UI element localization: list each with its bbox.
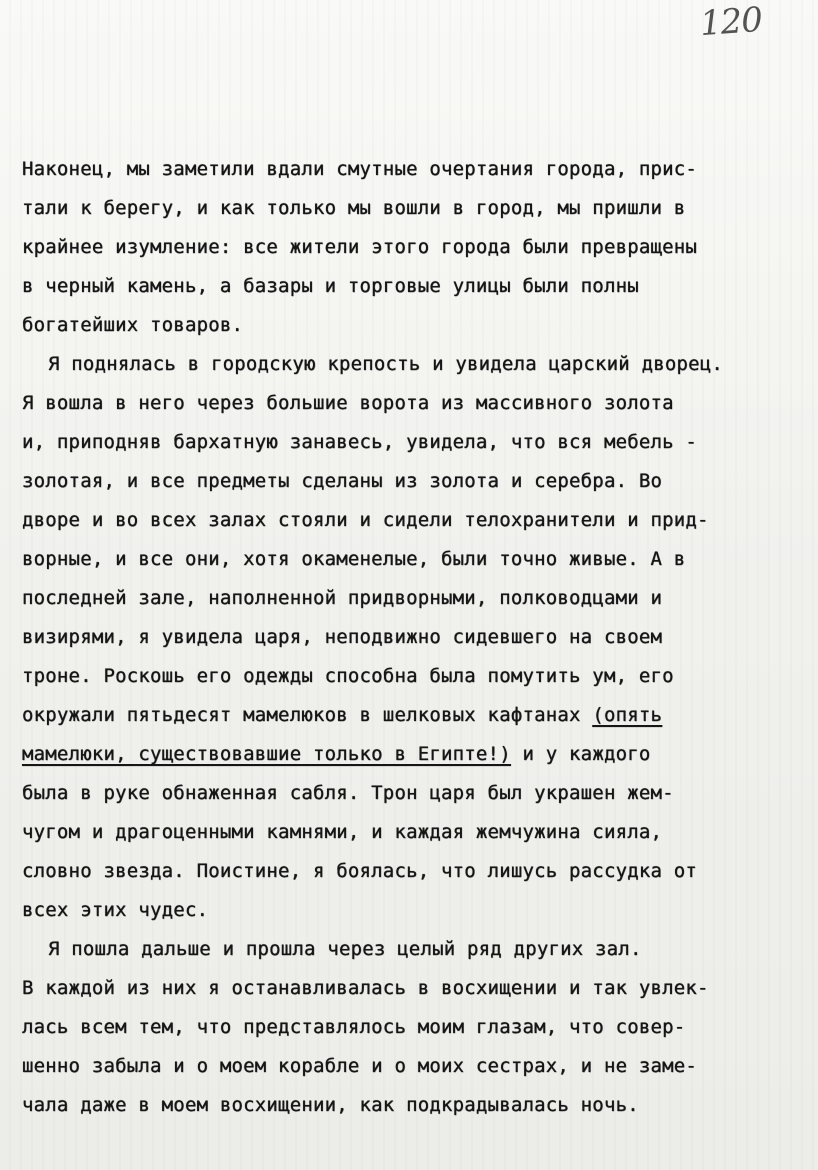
text-fragment: и у каждого xyxy=(510,743,651,765)
text-line: лась всем тем, что представлялось моим глазам, что совер- xyxy=(22,1016,686,1038)
text-line-with-underline xyxy=(22,696,812,735)
text-line: Наконец, мы заметили вдали смутные очертания города, прис- xyxy=(22,158,698,180)
paragraph-2 xyxy=(22,345,812,930)
text-line: Я пошла дальше и прошла через целый ряд других зал. xyxy=(48,938,642,960)
text-line: ворные, и все они, хотя окаменелые, были точно живые. А в xyxy=(22,548,686,570)
text-line: словно звезда. Поистине, я боялась, что лишусь рассудка от xyxy=(22,860,698,882)
text-line: крайнее изумление: все жители этого города были превращены xyxy=(22,236,698,258)
text-line: чугом и драгоценными камнями, и каждая жемчужина сияла, xyxy=(22,821,663,843)
page-number: 120 xyxy=(698,0,764,45)
paragraph-1 xyxy=(22,150,812,345)
text-line: визирями, я увидела царя, неподвижно сидевшего на своем xyxy=(22,626,663,648)
text-line: шенно забыла и о моем корабле и о моих сестрах, и не заме- xyxy=(22,1055,698,1077)
text-line: чала даже в моем восхищении, как подкрадывалась ночь. xyxy=(22,1094,639,1116)
typewritten-text xyxy=(22,150,812,1125)
text-line: троне. Роскошь его одежды способна была помутить ум, его xyxy=(22,665,674,687)
text-line: богатейших товаров. xyxy=(22,314,244,336)
text-line: золотая, и все предметы сделаны из золота и серебра. Во xyxy=(22,470,663,492)
text-line: В каждой из них я останавливалась в восхищении и так увлек- xyxy=(22,977,709,999)
text-line: дворе и во всех залах стояли и сидели телохранители и прид- xyxy=(22,509,709,531)
text-fragment: окружали пятьдесят мамелюков в шелковых кафтанах xyxy=(22,704,593,726)
underlined-text: (опять xyxy=(592,704,663,726)
text-line: Я поднялась в городскую крепость и увидела царский дворец. xyxy=(48,353,724,375)
text-line: тали к берегу, и как только мы вошли в город, мы пришли в xyxy=(22,197,686,219)
text-line: и, приподняв бархатную занавесь, увидела, что вся мебель - xyxy=(22,431,698,453)
text-line: в черный камень, а базары и торговые улицы были полны xyxy=(22,275,639,297)
text-line: Я вошла в него через большие ворота из массивного золота xyxy=(22,392,674,414)
paragraph-3 xyxy=(22,930,812,1125)
text-line: последней зале, наполненной придворными, полководцами и xyxy=(22,587,663,609)
text-line: была в руке обнаженная сабля. Трон царя был украшен жем- xyxy=(22,782,674,804)
text-line: всех этих чудес. xyxy=(22,899,209,921)
text-line-with-underline xyxy=(22,735,812,774)
underlined-text: мамелюки, существовавшие только в Египте!) xyxy=(22,743,511,765)
